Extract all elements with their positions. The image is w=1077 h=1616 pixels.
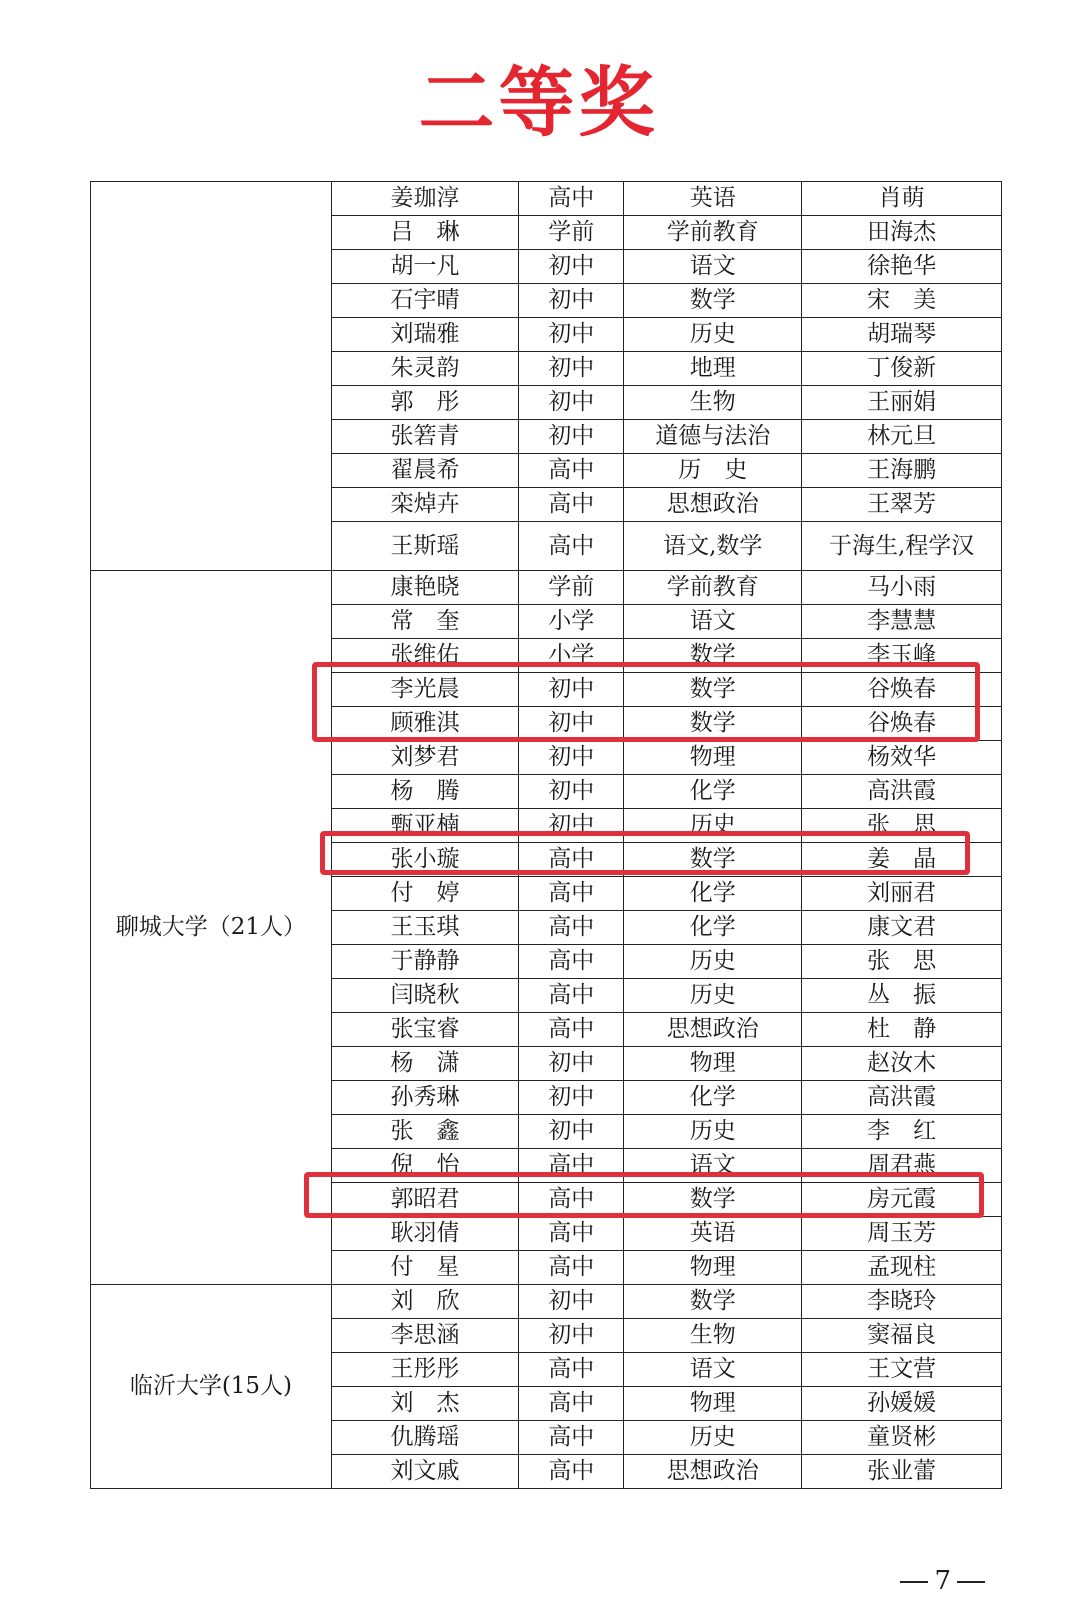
advisor-cell: 童贤彬 xyxy=(802,1421,1002,1455)
level-cell: 高中 xyxy=(519,843,624,877)
level-cell: 初中 xyxy=(519,284,624,318)
advisor-cell: 周玉芳 xyxy=(802,1217,1002,1251)
level-cell: 初中 xyxy=(519,775,624,809)
subject-cell: 物理 xyxy=(624,1387,802,1421)
level-cell: 高中 xyxy=(519,522,624,571)
name-cell: 栾焯卉 xyxy=(331,488,518,522)
name-cell: 郭昭君 xyxy=(331,1183,518,1217)
advisor-cell: 姜 晶 xyxy=(802,843,1002,877)
name-cell: 杨 腾 xyxy=(331,775,518,809)
name-cell: 付 婷 xyxy=(331,877,518,911)
awards-table xyxy=(90,181,1002,1489)
name-cell: 张 鑫 xyxy=(331,1115,518,1149)
advisor-cell: 窦福良 xyxy=(802,1319,1002,1353)
subject-cell: 物理 xyxy=(624,1047,802,1081)
subject-cell: 学前教育 xyxy=(624,571,802,605)
page-number xyxy=(894,1566,991,1596)
level-cell: 初中 xyxy=(519,250,624,284)
advisor-cell: 丁俊新 xyxy=(802,352,1002,386)
name-cell: 张箬青 xyxy=(331,420,518,454)
subject-cell: 数学 xyxy=(624,843,802,877)
subject-cell: 思想政治 xyxy=(624,1013,802,1047)
name-cell: 翟晨希 xyxy=(331,454,518,488)
subject-cell: 化学 xyxy=(624,1081,802,1115)
advisor-cell: 于海生,程学汉 xyxy=(802,522,1002,571)
advisor-cell: 丛 振 xyxy=(802,979,1002,1013)
subject-cell: 物理 xyxy=(624,741,802,775)
name-cell: 胡一凡 xyxy=(331,250,518,284)
name-cell: 甄亚楠 xyxy=(331,809,518,843)
level-cell: 小学 xyxy=(519,605,624,639)
name-cell: 付 星 xyxy=(331,1251,518,1285)
subject-cell: 化学 xyxy=(624,911,802,945)
subject-cell: 语文,数学 xyxy=(624,522,802,571)
page-number-text: 7 xyxy=(934,1566,951,1596)
advisor-cell: 王文营 xyxy=(802,1353,1002,1387)
level-cell: 初中 xyxy=(519,1047,624,1081)
advisor-cell: 康文君 xyxy=(802,911,1002,945)
subject-cell: 化学 xyxy=(624,877,802,911)
advisor-cell: 周君燕 xyxy=(802,1149,1002,1183)
subject-cell: 英语 xyxy=(624,1217,802,1251)
advisor-cell: 张 思 xyxy=(802,809,1002,843)
awards-table-body xyxy=(91,182,1002,1489)
name-cell: 石宇晴 xyxy=(331,284,518,318)
level-cell: 高中 xyxy=(519,1013,624,1047)
advisor-cell: 胡瑞琴 xyxy=(802,318,1002,352)
advisor-cell: 杜 静 xyxy=(802,1013,1002,1047)
name-cell: 孙秀琳 xyxy=(331,1081,518,1115)
advisor-cell: 马小雨 xyxy=(802,571,1002,605)
advisor-cell: 杨效华 xyxy=(802,741,1002,775)
name-cell: 刘梦君 xyxy=(331,741,518,775)
advisor-cell: 徐艳华 xyxy=(802,250,1002,284)
school-cell: 聊城大学（21人） xyxy=(91,571,332,1285)
advisor-cell: 孟现柱 xyxy=(802,1251,1002,1285)
level-cell: 高中 xyxy=(519,911,624,945)
subject-cell: 历史 xyxy=(624,809,802,843)
subject-cell: 思想政治 xyxy=(624,1455,802,1489)
name-cell: 张宝睿 xyxy=(331,1013,518,1047)
subject-cell: 数学 xyxy=(624,639,802,673)
advisor-cell: 谷焕春 xyxy=(802,673,1002,707)
advisor-cell: 张业蕾 xyxy=(802,1455,1002,1489)
level-cell: 高中 xyxy=(519,1183,624,1217)
subject-cell: 思想政治 xyxy=(624,488,802,522)
advisor-cell: 李玉峰 xyxy=(802,639,1002,673)
advisor-cell: 王丽娟 xyxy=(802,386,1002,420)
dash-left xyxy=(900,1581,928,1583)
name-cell: 郭 彤 xyxy=(331,386,518,420)
level-cell: 初中 xyxy=(519,318,624,352)
subject-cell: 英语 xyxy=(624,182,802,216)
level-cell: 初中 xyxy=(519,386,624,420)
school-cell xyxy=(91,182,332,571)
name-cell: 刘文戚 xyxy=(331,1455,518,1489)
level-cell: 高中 xyxy=(519,488,624,522)
advisor-cell: 谷焕春 xyxy=(802,707,1002,741)
name-cell: 张维佑 xyxy=(331,639,518,673)
advisor-cell: 李晓玲 xyxy=(802,1285,1002,1319)
subject-cell: 道德与法治 xyxy=(624,420,802,454)
level-cell: 初中 xyxy=(519,1081,624,1115)
level-cell: 高中 xyxy=(519,1353,624,1387)
advisor-cell: 房元霞 xyxy=(802,1183,1002,1217)
subject-cell: 历史 xyxy=(624,945,802,979)
level-cell: 初中 xyxy=(519,420,624,454)
subject-cell: 数学 xyxy=(624,707,802,741)
page-title: 二等奖 xyxy=(418,58,659,147)
level-cell: 高中 xyxy=(519,1251,624,1285)
name-cell: 仇腾瑶 xyxy=(331,1421,518,1455)
level-cell: 高中 xyxy=(519,945,624,979)
advisor-cell: 赵汝木 xyxy=(802,1047,1002,1081)
subject-cell: 数学 xyxy=(624,284,802,318)
subject-cell: 数学 xyxy=(624,673,802,707)
level-cell: 初中 xyxy=(519,352,624,386)
name-cell: 刘 欣 xyxy=(331,1285,518,1319)
level-cell: 学前 xyxy=(519,571,624,605)
advisor-cell: 李慧慧 xyxy=(802,605,1002,639)
level-cell: 初中 xyxy=(519,1115,624,1149)
level-cell: 高中 xyxy=(519,1455,624,1489)
subject-cell: 数学 xyxy=(624,1285,802,1319)
name-cell: 耿羽倩 xyxy=(331,1217,518,1251)
level-cell: 初中 xyxy=(519,1285,624,1319)
subject-cell: 语文 xyxy=(624,1353,802,1387)
subject-cell: 生物 xyxy=(624,1319,802,1353)
name-cell: 李光晨 xyxy=(331,673,518,707)
level-cell: 高中 xyxy=(519,182,624,216)
subject-cell: 语文 xyxy=(624,250,802,284)
name-cell: 王玉琪 xyxy=(331,911,518,945)
subject-cell: 生物 xyxy=(624,386,802,420)
name-cell: 刘瑞雅 xyxy=(331,318,518,352)
advisor-cell: 高洪霞 xyxy=(802,775,1002,809)
subject-cell: 地理 xyxy=(624,352,802,386)
advisor-cell: 田海杰 xyxy=(802,216,1002,250)
level-cell: 高中 xyxy=(519,1421,624,1455)
name-cell: 倪 怡 xyxy=(331,1149,518,1183)
table-row xyxy=(91,571,1002,605)
advisor-cell: 王海鹏 xyxy=(802,454,1002,488)
name-cell: 姜珈淳 xyxy=(331,182,518,216)
subject-cell: 历史 xyxy=(624,979,802,1013)
name-cell: 闫晓秋 xyxy=(331,979,518,1013)
school-cell: 临沂大学(15人) xyxy=(91,1285,332,1489)
subject-cell: 历 史 xyxy=(624,454,802,488)
level-cell: 初中 xyxy=(519,673,624,707)
advisor-cell: 孙媛媛 xyxy=(802,1387,1002,1421)
subject-cell: 语文 xyxy=(624,1149,802,1183)
dash-right xyxy=(957,1581,985,1583)
advisor-cell: 张 思 xyxy=(802,945,1002,979)
level-cell: 学前 xyxy=(519,216,624,250)
subject-cell: 学前教育 xyxy=(624,216,802,250)
table-row xyxy=(91,182,1002,216)
level-cell: 高中 xyxy=(519,877,624,911)
name-cell: 康艳晓 xyxy=(331,571,518,605)
name-cell: 王彤彤 xyxy=(331,1353,518,1387)
name-cell: 张小璇 xyxy=(331,843,518,877)
advisor-cell: 李 红 xyxy=(802,1115,1002,1149)
level-cell: 初中 xyxy=(519,707,624,741)
subject-cell: 语文 xyxy=(624,605,802,639)
level-cell: 小学 xyxy=(519,639,624,673)
subject-cell: 数学 xyxy=(624,1183,802,1217)
name-cell: 刘 杰 xyxy=(331,1387,518,1421)
name-cell: 李思涵 xyxy=(331,1319,518,1353)
level-cell: 高中 xyxy=(519,1217,624,1251)
subject-cell: 化学 xyxy=(624,775,802,809)
subject-cell: 物理 xyxy=(624,1251,802,1285)
advisor-cell: 宋 美 xyxy=(802,284,1002,318)
advisor-cell: 王翠芳 xyxy=(802,488,1002,522)
subject-cell: 历史 xyxy=(624,1115,802,1149)
name-cell: 于静静 xyxy=(331,945,518,979)
name-cell: 朱灵韵 xyxy=(331,352,518,386)
name-cell: 常 奎 xyxy=(331,605,518,639)
level-cell: 高中 xyxy=(519,454,624,488)
advisor-cell: 刘丽君 xyxy=(802,877,1002,911)
subject-cell: 历史 xyxy=(624,318,802,352)
advisor-cell: 肖萌 xyxy=(802,182,1002,216)
level-cell: 高中 xyxy=(519,1387,624,1421)
advisor-cell: 高洪霞 xyxy=(802,1081,1002,1115)
level-cell: 初中 xyxy=(519,1319,624,1353)
subject-cell: 历史 xyxy=(624,1421,802,1455)
name-cell: 杨 潇 xyxy=(331,1047,518,1081)
level-cell: 初中 xyxy=(519,741,624,775)
name-cell: 吕 琳 xyxy=(331,216,518,250)
advisor-cell: 林元旦 xyxy=(802,420,1002,454)
table-row xyxy=(91,1285,1002,1319)
name-cell: 顾雅淇 xyxy=(331,707,518,741)
level-cell: 高中 xyxy=(519,979,624,1013)
name-cell: 王斯瑶 xyxy=(331,522,518,571)
level-cell: 初中 xyxy=(519,809,624,843)
level-cell: 高中 xyxy=(519,1149,624,1183)
